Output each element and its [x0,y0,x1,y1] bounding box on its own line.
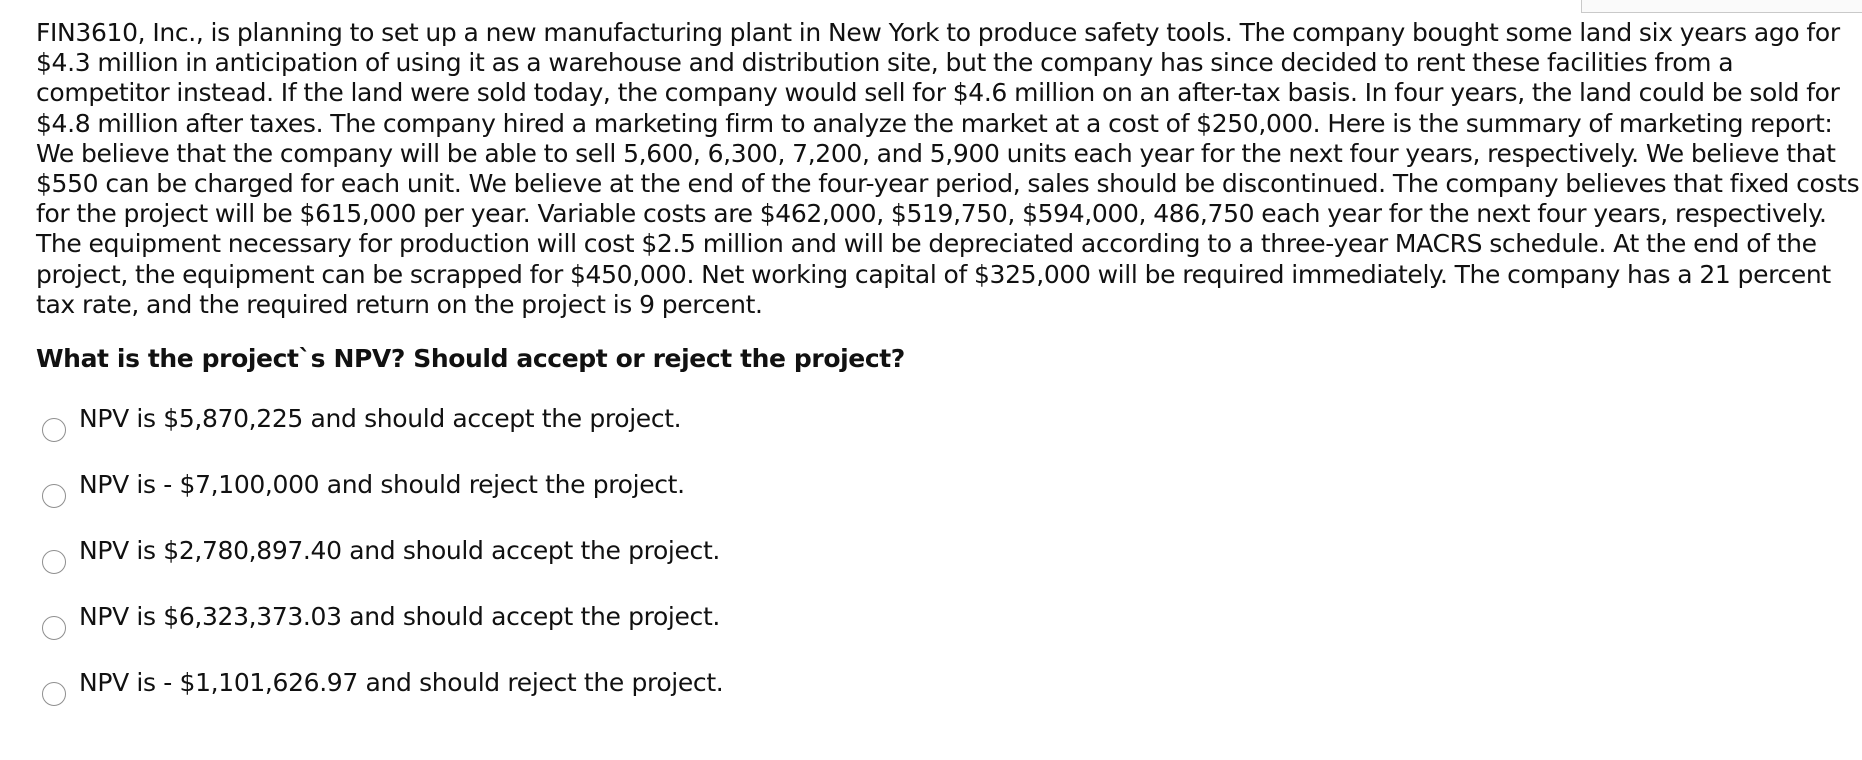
question-text: FIN3610, Inc., is planning to set up a new manufacturing plant in New York to produce safety tools. The company bought some land six years ago for $4.3 million in anticipation of using it as a warehouse and distribution site, but the company has since decided to rent these facilities from a competitor instead. If the land were sold today, the company would sell for $4.6 million on an after-tax basis. In four years, the land could be sold for $4.8 million after taxes. The company hired a marketing firm to analyze the market at a cost of $250,000. Here is the summary of marketing report: We believe that the company will be able to sell 5,600, 6,300, 7,200, and 5,900 units each year for the next four years, respectively. We believe that $550 can be charged for each unit. We believe at the end of the four-year period, sales should be discontinued. The company believes that fixed costs for the project will be $615,000 per year. Variable costs are $462,000, $519,750, $594,000, 486,750 each year for the next four years, respectively. The equipment necessary for production will cost $2.5 million and will be depreciated according to a three-year MACRS schedule. At the end of the project, the equipment can be scrapped for $450,000. Net working capital of $325,000 will be required immediately. The company has a 21 percent tax rate, and the required return on the project is 9 percent. [36,18,1860,319]
radio-button[interactable] [42,418,66,442]
answer-option-label[interactable]: NPV is - $7,100,000 and should reject the project. [79,470,685,499]
answer-option-label[interactable]: NPV is - $1,101,626.97 and should reject the project. [79,668,724,697]
answer-option-label[interactable]: NPV is $2,780,897.40 and should accept the project. [79,536,720,565]
question-prompt: What is the project`s NPV? Should accept or reject the project? [36,344,905,373]
radio-button[interactable] [42,550,66,574]
answer-option-label[interactable]: NPV is $6,323,373.03 and should accept the project. [79,602,720,631]
answer-option-label[interactable]: NPV is $5,870,225 and should accept the project. [79,404,682,433]
radio-button[interactable] [42,682,66,706]
radio-button[interactable] [42,484,66,508]
radio-button[interactable] [42,616,66,640]
